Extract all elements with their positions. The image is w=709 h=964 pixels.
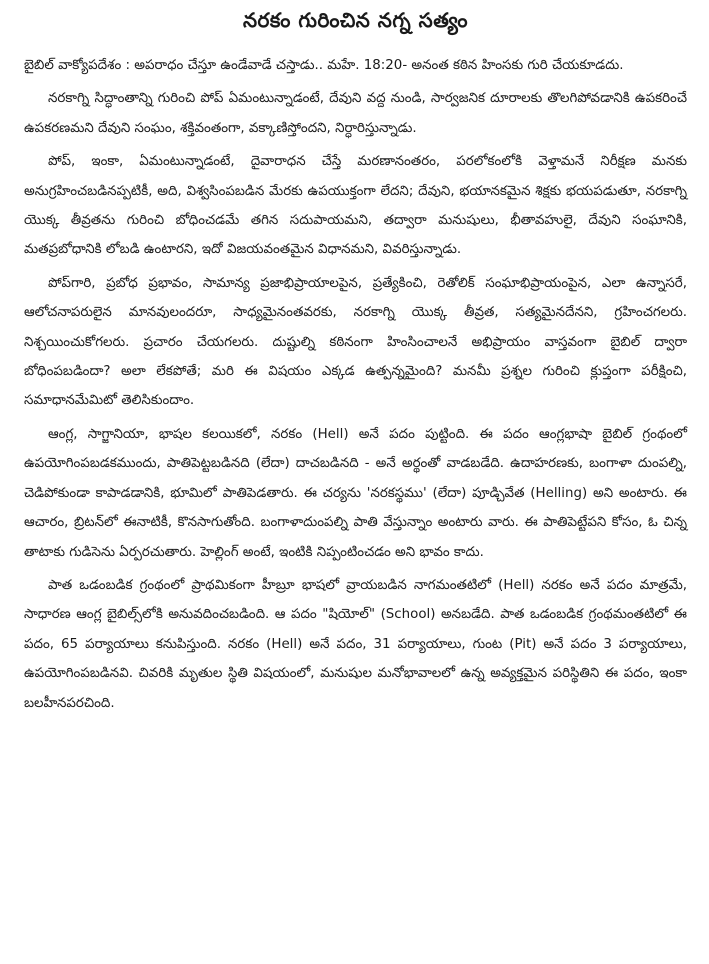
document-title: నరకం గురించిన నగ్న సత్యం: [242, 8, 469, 32]
paragraph-public-opinion: పోప్‌గారి, ప్రబోధ ప్రభావం, సామాన్య ప్రజాభిప్రాయాలపైన, ప్రత్యేకించి, రెతోలిక్ సంఘాభిప్రాయంపైన, ఎలా ఉన్నాసరే, ఆలోచనాపరులైన మానవులందరూ, సాధ్యమైనంతవరకు, నరకాగ్ని యొక్క తీవ్రత, సత్యమైనదేనని, గ్రహించగలరు. నిశ్చయించుకోగలరు. ప్రచారం చేయగలరు. దుష్టుల్ని కఠినంగా హింసించాలనే అభిప్రాయం వాస్తవంగా బైబిల్ ద్వారా బోధింపబడిందా? అలా లేకపోతే; మరి ఈ విషయం ఎక్కడ ఉత్పన్నమైంది? మనమీ ప్రశ్నల గురించి క్లుప్తంగా పరీక్షించి, సమాధానమేమిటో తెలిసికుందాం.: [24, 275, 687, 409]
paragraph-word-hell-origin: ఆంగ్ల, సాగ్జానియా, భాషల కలయికలో, నరకం (Hell) అనే పదం పుట్టింది. ఈ పదం ఆంగ్లభాషా బైబిల్ గ్రంథంలో ఉపయోగింపబడకముందు, పాతిపెట్టబడినది (లేదా) దాచబడినది - అనే అర్థంతో వాడబడేది. ఉదాహరణకు, బంగాళా దుంపల్ని, చెడిపోకుండా కాపాడడానికి, భూమిలో పాతిపెడతారు. ఈ చర్యను 'నరకస్థము' (లేదా) పూడ్చివేత (Helling) అని అంటారు. ఈ ఆచారం, బ్రిటన్‌లో ఈనాటికీ, కొనసాగుతోంది. బంగాళాదుంపల్ని పాతి వేస్తున్నాం అంటారు వారు. ఈ పాతిపెట్టేపని కోసం, ఓ చిన్న తాటాకు గుడిసెను ఏర్పరచుతారు. హెల్లింగ్ అంటే, ఇంటికి నిప్పంటించడం అని భావం కాదు.: [24, 426, 687, 560]
paragraph-pope-explains: పోప్, ఇంకా, ఏమంటున్నాడంటే, దైవారాధన చేస్తే మరణానంతరం, పరలోకంలోకి వెళ్తామనే నిరీక్షణ మనకు అనుగ్రహించబడినప్పటికీ, అది, విశ్వసింపబడిన మేరకు ఉపయుక్తంగా లేదని; దేవుని, భయానకమైన శిక్షకు భయపడుతూ, నరకాగ్ని యొక్క తీవ్రతను గురించి బోధించడమే తగిన సదుపాయమని, తద్వారా మనుషులు, భీతావహులై, దేవుని సంఘానికి, మతప్రబోధానికి లోబడి ఉంటారని, ఇదో విజయవంతమైన విధానమని, వివరిస్తున్నాడు.: [24, 154, 687, 258]
paragraph-hellfire-doctrine: నరకాగ్ని సిద్ధాంతాన్ని గురించి పోప్ ఏమంటున్నాడంటే, దేవుని వద్ద నుండి, సార్వజనిక దూరాలకు తొలగిపోవడానికి ఉపకరించే ఉపకరణమని దేవుని సంఘం, శక్తివంతంగా, వక్కాణిస్తోందని, నిర్ధారిస్తున్నాడు.: [24, 91, 687, 136]
paragraph-old-testament-sheol: పాత ఒడంబడిక గ్రంథంలో ప్రాథమికంగా హీబ్రూ భాషలో వ్రాయబడిన నాగమంతటిలో (Hell) నరకం అనే పదం మాత్రమే, సాధారణ ఆంగ్ల బైబిల్స్‌లోకి అనువదించబడింది. ఆ పదం "షియోల్" (School) అనబడేది. పాత ఒడంబడిక గ్రంథమంతటిలో ఈ పదం, 65 పర్యాయాలు కనుపిస్తుంది. నరకం (Hell) అనే పదం, 31 పర్యాయాలు, గుంట (Pit) అనే పదం 3 పర్యాయాలు, ఉపయోగింపబడినవి. చివరికి మృతుల స్థితి విషయంలో, మనుషుల మనోభావాలలో ఉన్న అవ్యక్తమైన పరిస్థితిని ఈ పదం, ఇంకా బలహీనపరచింది.: [24, 577, 687, 711]
paragraph-scripture: బైబిల్ వాక్యోపదేశం : అపరాధం చేస్తూ ఉండేవాడే చస్తాడు.. మహే. 18:20- అనంత కఠిన హింసకు గురి చేయకూడదు.: [24, 58, 624, 73]
